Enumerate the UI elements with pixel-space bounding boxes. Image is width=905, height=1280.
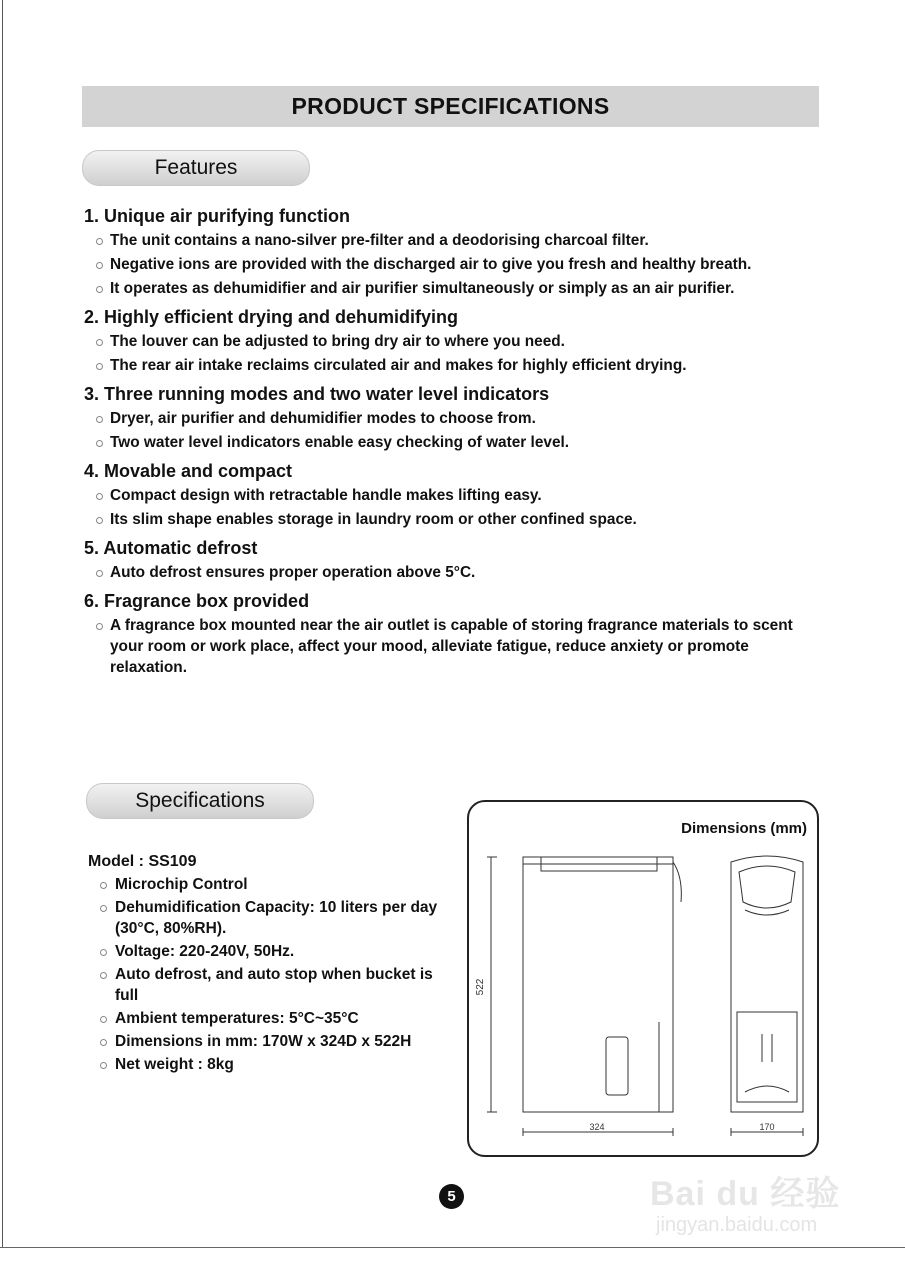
feature-item: Two water level indicators enable easy checking of water level. (84, 432, 824, 453)
bullet-icon (100, 905, 107, 912)
bullet-icon (100, 972, 107, 979)
bullet-icon (96, 493, 103, 500)
depth-label: 324 (589, 1122, 605, 1132)
bullet-icon (96, 517, 103, 524)
height-label: 522 (475, 978, 486, 996)
front-view (731, 856, 803, 1136)
bullet-icon (96, 623, 103, 630)
bullet-icon (96, 440, 103, 447)
spec-item: Voltage: 220-240V, 50Hz. (88, 941, 448, 962)
feature-item: The rear air intake reclaims circulated air and makes for highly efficient drying. (84, 355, 824, 376)
bullet-icon (100, 882, 107, 889)
feature-heading: 5. Automatic defrost (84, 538, 258, 558)
feature-heading: 1. Unique air purifying function (84, 206, 351, 226)
feature-item: It operates as dehumidifier and air purifier simultaneously or simply as an air purifier. (84, 278, 824, 299)
feature-group (84, 305, 824, 376)
bullet-icon (96, 363, 103, 370)
spec-item: Microchip Control (88, 874, 448, 895)
features-list (84, 204, 824, 684)
feature-item: Auto defrost ensures proper operation above 5°C. (84, 562, 824, 583)
feature-group (84, 589, 824, 678)
spec-item: Auto defrost, and auto stop when bucket is full (88, 964, 448, 1006)
feature-group (84, 382, 824, 453)
watermark-main: Bai du 经验 (650, 1175, 841, 1213)
bullet-icon (96, 286, 103, 293)
spec-item: Dimensions in mm: 170W x 324D x 522H (88, 1031, 448, 1052)
feature-heading: 2. Highly efficient drying and dehumidifying (84, 307, 459, 327)
feature-group (84, 459, 824, 530)
page-number: 5 (439, 1184, 464, 1209)
feature-item: A fragrance box mounted near the air outlet is capable of storing fragrance materials to scent your room or work place, affect your mood, alleviate fatigue, reduce anxiety or promote relaxation. (84, 615, 824, 678)
side-view (487, 857, 681, 1136)
bullet-icon (100, 1039, 107, 1046)
feature-item: Compact design with retractable handle makes lifting easy. (84, 485, 824, 506)
feature-heading: 4. Movable and compact (84, 461, 293, 481)
width-label: 170 (759, 1122, 775, 1132)
feature-group (84, 204, 824, 299)
left-margin-rule (2, 0, 3, 1248)
feature-item: The unit contains a nano-silver pre-filter and a deodorising charcoal filter. (84, 230, 824, 251)
dimensions-diagram (467, 800, 819, 1157)
watermark (650, 1150, 900, 1245)
bullet-icon (96, 238, 103, 245)
bottom-margin-rule (0, 1247, 905, 1248)
bullet-icon (100, 949, 107, 956)
features-section-label: Features (82, 150, 310, 186)
spec-item: Ambient temperatures: 5°C~35°C (88, 1008, 448, 1029)
bullet-icon (100, 1062, 107, 1069)
bullet-icon (96, 570, 103, 577)
feature-item: The louver can be adjusted to bring dry air to where you need. (84, 331, 824, 352)
bullet-icon (100, 1016, 107, 1023)
feature-item: Negative ions are provided with the discharged air to give you fresh and healthy breath. (84, 254, 824, 275)
dimensions-title: Dimensions (mm) (681, 820, 807, 837)
bullet-icon (96, 416, 103, 423)
specifications-list (88, 851, 448, 1077)
feature-item: Its slim shape enables storage in laundry room or other confined space. (84, 509, 824, 530)
bullet-icon (96, 339, 103, 346)
model-name: Model : SS109 (88, 853, 197, 870)
spec-item: Dehumidification Capacity: 10 liters per day (30°C, 80%RH). (88, 897, 448, 939)
bullet-icon (96, 262, 103, 269)
dimensions-drawing (469, 802, 817, 1155)
page-title: PRODUCT SPECIFICATIONS (82, 86, 819, 127)
feature-heading: 3. Three running modes and two water level indicators (84, 384, 550, 404)
feature-heading: 6. Fragrance box provided (84, 591, 310, 611)
watermark-url: jingyan.baidu.com (656, 1214, 818, 1236)
feature-group (84, 536, 824, 583)
spec-item: Net weight : 8kg (88, 1054, 448, 1075)
specifications-section-label: Specifications (86, 783, 314, 819)
feature-item: Dryer, air purifier and dehumidifier modes to choose from. (84, 408, 824, 429)
